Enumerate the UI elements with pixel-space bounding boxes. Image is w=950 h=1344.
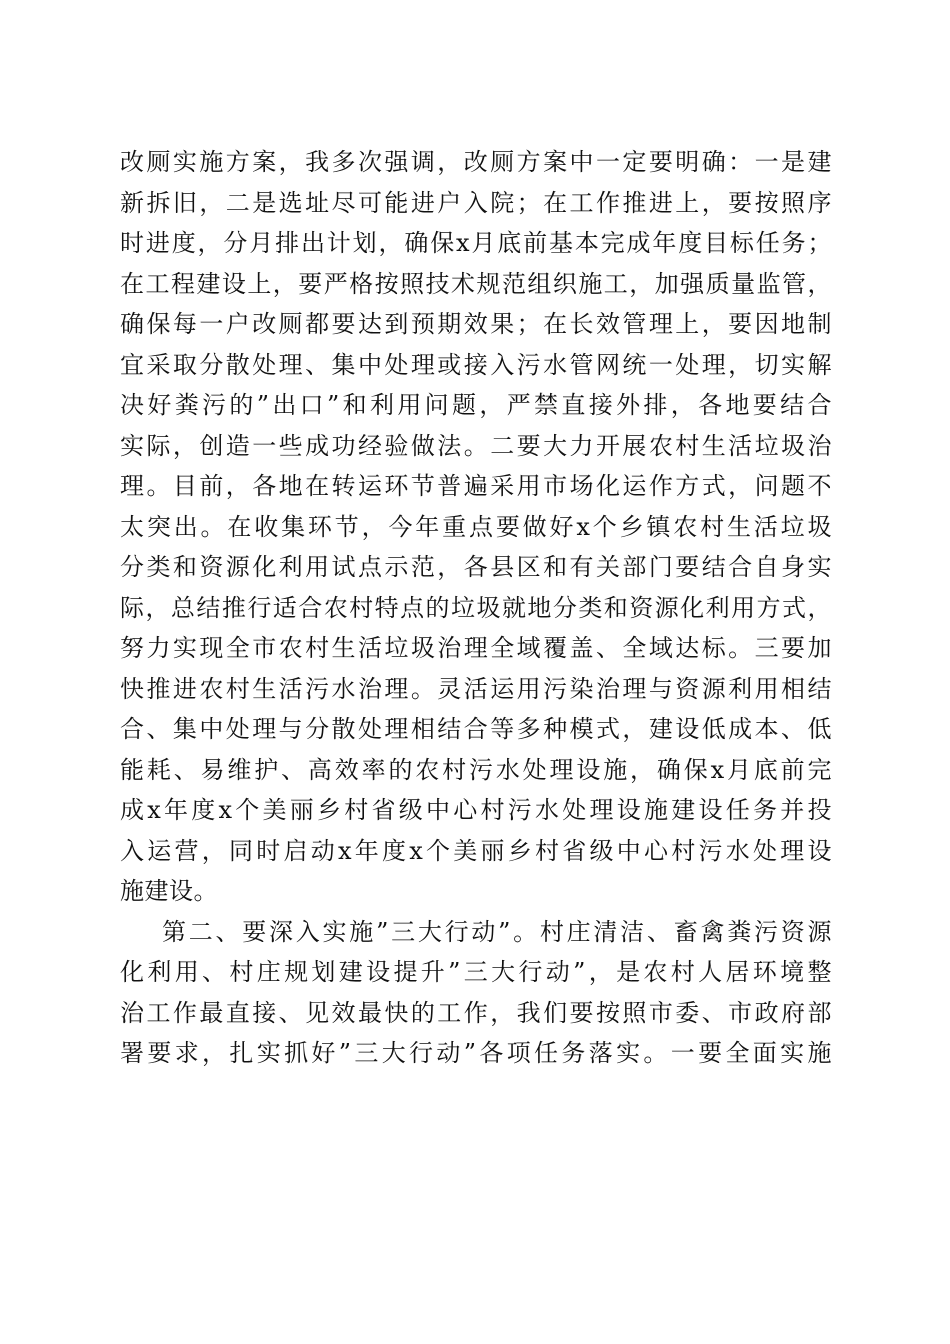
text-line: 治工作最直接、见效最快的工作，我们要按照市委、市政府部 [120,998,832,1027]
text-line: 太突出。在收集环节，今年重点要做好x个乡镇农村生活垃圾 [120,512,832,541]
text-line: 快推进农村生活污水治理。灵活运用污染治理与资源利用相结 [120,674,832,703]
text-line: 时进度，分月排出计划，确保x月底前基本完成年度目标任务； [120,229,832,257]
text-line: 决好粪污的”出口”和利用问题，严禁直接外排，各地要结合 [120,391,832,419]
text-line: 确保每一户改厕都要达到预期效果；在长效管理上，要因地制 [120,310,832,338]
text-line: 际，总结推行适合农村特点的垃圾就地分类和资源化利用方式， [120,593,832,622]
body-text [120,142,832,1074]
text-line: 成x年度x个美丽乡村省级中心村污水处理设施建设任务并投 [120,796,832,824]
text-line: 宜采取分散处理、集中处理或接入污水管网统一处理，切实解 [120,350,832,379]
text-line: 改厕实施方案，我多次强调，改厕方案中一定要明确：一是建 [120,148,832,176]
text-line: 新拆旧，二是选址尽可能进户入院；在工作推进上，要按照序 [120,188,832,217]
text-line: 入运营，同时启动x年度x个美丽乡村省级中心村污水处理设 [120,836,832,865]
text-line: 努力实现全市农村生活垃圾治理全域覆盖、全域达标。三要加 [120,634,832,662]
text-line: 实际，创造一些成功经验做法。二要大力开展农村生活垃圾治 [120,431,832,460]
paragraph-start-line: 第二、要深入实施”三大行动”。村庄清洁、畜禽粪污资源 [162,917,832,946]
text-line: 合、集中处理与分散处理相结合等多种模式，建设低成本、低 [120,715,832,743]
text-line: 理。目前，各地在转运环节普遍采用市场化运作方式，问题不 [120,472,832,500]
text-line: 在工程建设上，要严格按照技术规范组织施工，加强质量监管， [120,269,832,298]
text-line: 化利用、村庄规划建设提升”三大行动”，是农村人居环境整 [120,958,832,986]
text-line: 施建设。 [120,877,218,905]
text-line: 署要求，扎实抓好”三大行动”各项任务落实。一要全面实施 [120,1039,832,1067]
text-line: 分类和资源化利用试点示范，各县区和有关部门要结合自身实 [120,553,832,581]
text-line: 能耗、易维护、高效率的农村污水处理设施，确保x月底前完 [120,755,832,784]
